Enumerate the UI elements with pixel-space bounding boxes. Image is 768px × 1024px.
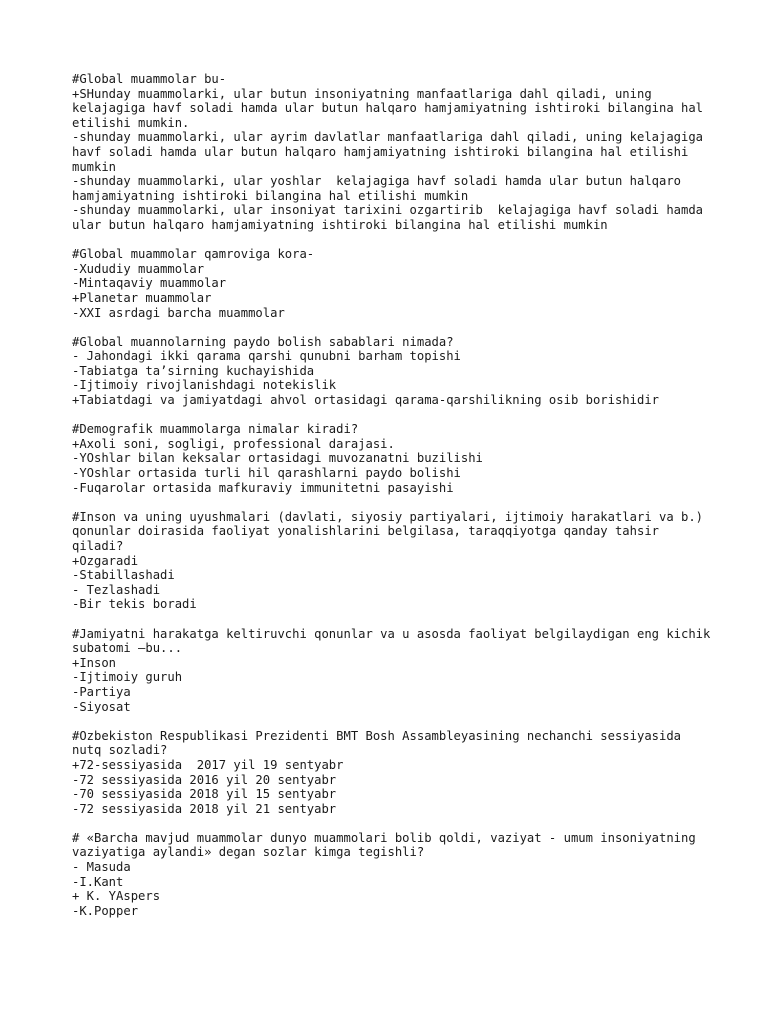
question-text: #Ozbekiston Respublikasi Prezidenti BMT Bosh Assambleyasining nechanchi sessiyasida nutq sozladi? — [72, 728, 689, 758]
answer-option: +Inson — [72, 655, 117, 670]
answer-option: -YOshlar ortasida turli hil qarashlarni paydo bolishi — [72, 466, 461, 481]
answer-option: +Planetar muammolar — [72, 290, 212, 305]
answer-option: +SHunday muammolarki, ular butun insoniyatning manfaatlariga dahl qiladi, uning kelajagiga havf soladi hamda ular butun halqaro hamjamiyatning ishtiroki bilangina hal etilishi mumkin. — [72, 86, 711, 130]
answer-option: -shunday muammolarki, ular insoniyat tarixini ozgartirib kelajagiga havf soladi hamda ular butun halqaro hamjamiyatning ishtiroki bilangina hal etilishi mumkin — [72, 203, 711, 232]
answer-option: +Tabiatdagi va jamiyatdagi ahvol ortasidagi qarama-qarshilikning osib borishidir — [72, 393, 659, 408]
answer-option: -shunday muammolarki, ular ayrim davlatlar manfaatlariga dahl qiladi, uning kelajagiga havf soladi hamda ular butun halqaro hamjamiyatning ishtiroki bilangina hal etilishi mumkin — [72, 130, 711, 174]
answer-option: -I.Kant — [72, 874, 124, 889]
question-text: #Jamiyatni harakatga keltiruvchi qonunlar va u asosda faoliyat belgilaydigan eng kichik subatomi –bu... — [72, 626, 718, 656]
question-text: # «Barcha mavjud muammolar dunyo muammolari bolib qoldi, vaziyat - umum insoniyatning vaziyatiga aylandi» degan sozlar kimga tegishli? — [72, 830, 704, 860]
answer-option: -Fuqarolar ortasida mafkuraviy immunitetni pasayishi — [72, 480, 454, 495]
answer-option: -Mintaqaviy muammolar — [72, 276, 227, 291]
answer-option: -72 sessiyasida 2016 yil 20 sentyabr — [72, 772, 337, 787]
answer-option: -72 sessiyasida 2018 yil 21 sentyabr — [72, 801, 337, 816]
question-block — [72, 729, 712, 817]
answer-option: + K. YAspers — [72, 889, 161, 904]
question-text: #Global muammolar bu- — [72, 72, 227, 86]
question-text: #Global muannolarning paydo bolish sabablari nimada? — [72, 334, 454, 349]
answer-option: -Tabiatga ta’sirning kuchayishida — [72, 363, 315, 378]
answer-option: -Stabillashadi — [72, 568, 175, 583]
answer-option: -K.Popper — [72, 903, 139, 918]
answer-option: - Tezlashadi — [72, 582, 161, 597]
question-block — [72, 510, 712, 612]
question-block — [72, 335, 712, 408]
answer-option: +Ozgaradi — [72, 553, 139, 568]
answer-option: - Jahondagi ikki qarama qarshi qunubni barham topishi — [72, 349, 461, 364]
answer-option: -70 sessiyasida 2018 yil 15 sentyabr — [72, 787, 337, 802]
answer-option: -Bir tekis boradi — [72, 597, 197, 612]
question-text: #Global muammolar qamroviga kora- — [72, 247, 315, 262]
question-block — [72, 247, 712, 320]
answer-option: -Siyosat — [72, 699, 131, 714]
question-block — [72, 831, 712, 919]
answer-option: -XXI asrdagi barcha muammolar — [72, 305, 285, 320]
answer-option: -Ijtimoiy guruh — [72, 670, 183, 685]
answer-option: -YOshlar bilan keksalar ortasidagi muvozanatni buzilishi — [72, 451, 483, 466]
question-block — [72, 626, 718, 715]
answer-option: -Ijtimoiy rivojlanishdagi notekislik — [72, 378, 337, 393]
question-text: #Inson va uning uyushmalari (davlati, siyosiy partiyalari, ijtimoiy harakatlari va b.) qonunlar doirasida faoliyat yonalishlarini belgilasa, taraqqiyotga qanday tahsir qiladi? — [72, 509, 711, 553]
question-block — [72, 72, 712, 233]
question-block — [72, 422, 712, 495]
answer-option: - Masuda — [72, 860, 131, 875]
answer-option: +Axoli soni, sogligi, professional darajasi. — [72, 436, 395, 451]
answer-option: -Xududiy muammolar — [72, 261, 205, 276]
answer-option: -shunday muammolarki, ular yoshlar kelajagiga havf soladi hamda ular butun halqaro hamjamiyatning ishtiroki bilangina hal etilishi mumkin — [72, 174, 689, 203]
question-text: #Demografik muammolarga nimalar kiradi? — [72, 422, 359, 437]
quiz-document — [72, 72, 718, 933]
answer-option: -Partiya — [72, 684, 131, 699]
answer-option: +72-sessiyasida 2017 yil 19 sentyabr — [72, 757, 344, 772]
